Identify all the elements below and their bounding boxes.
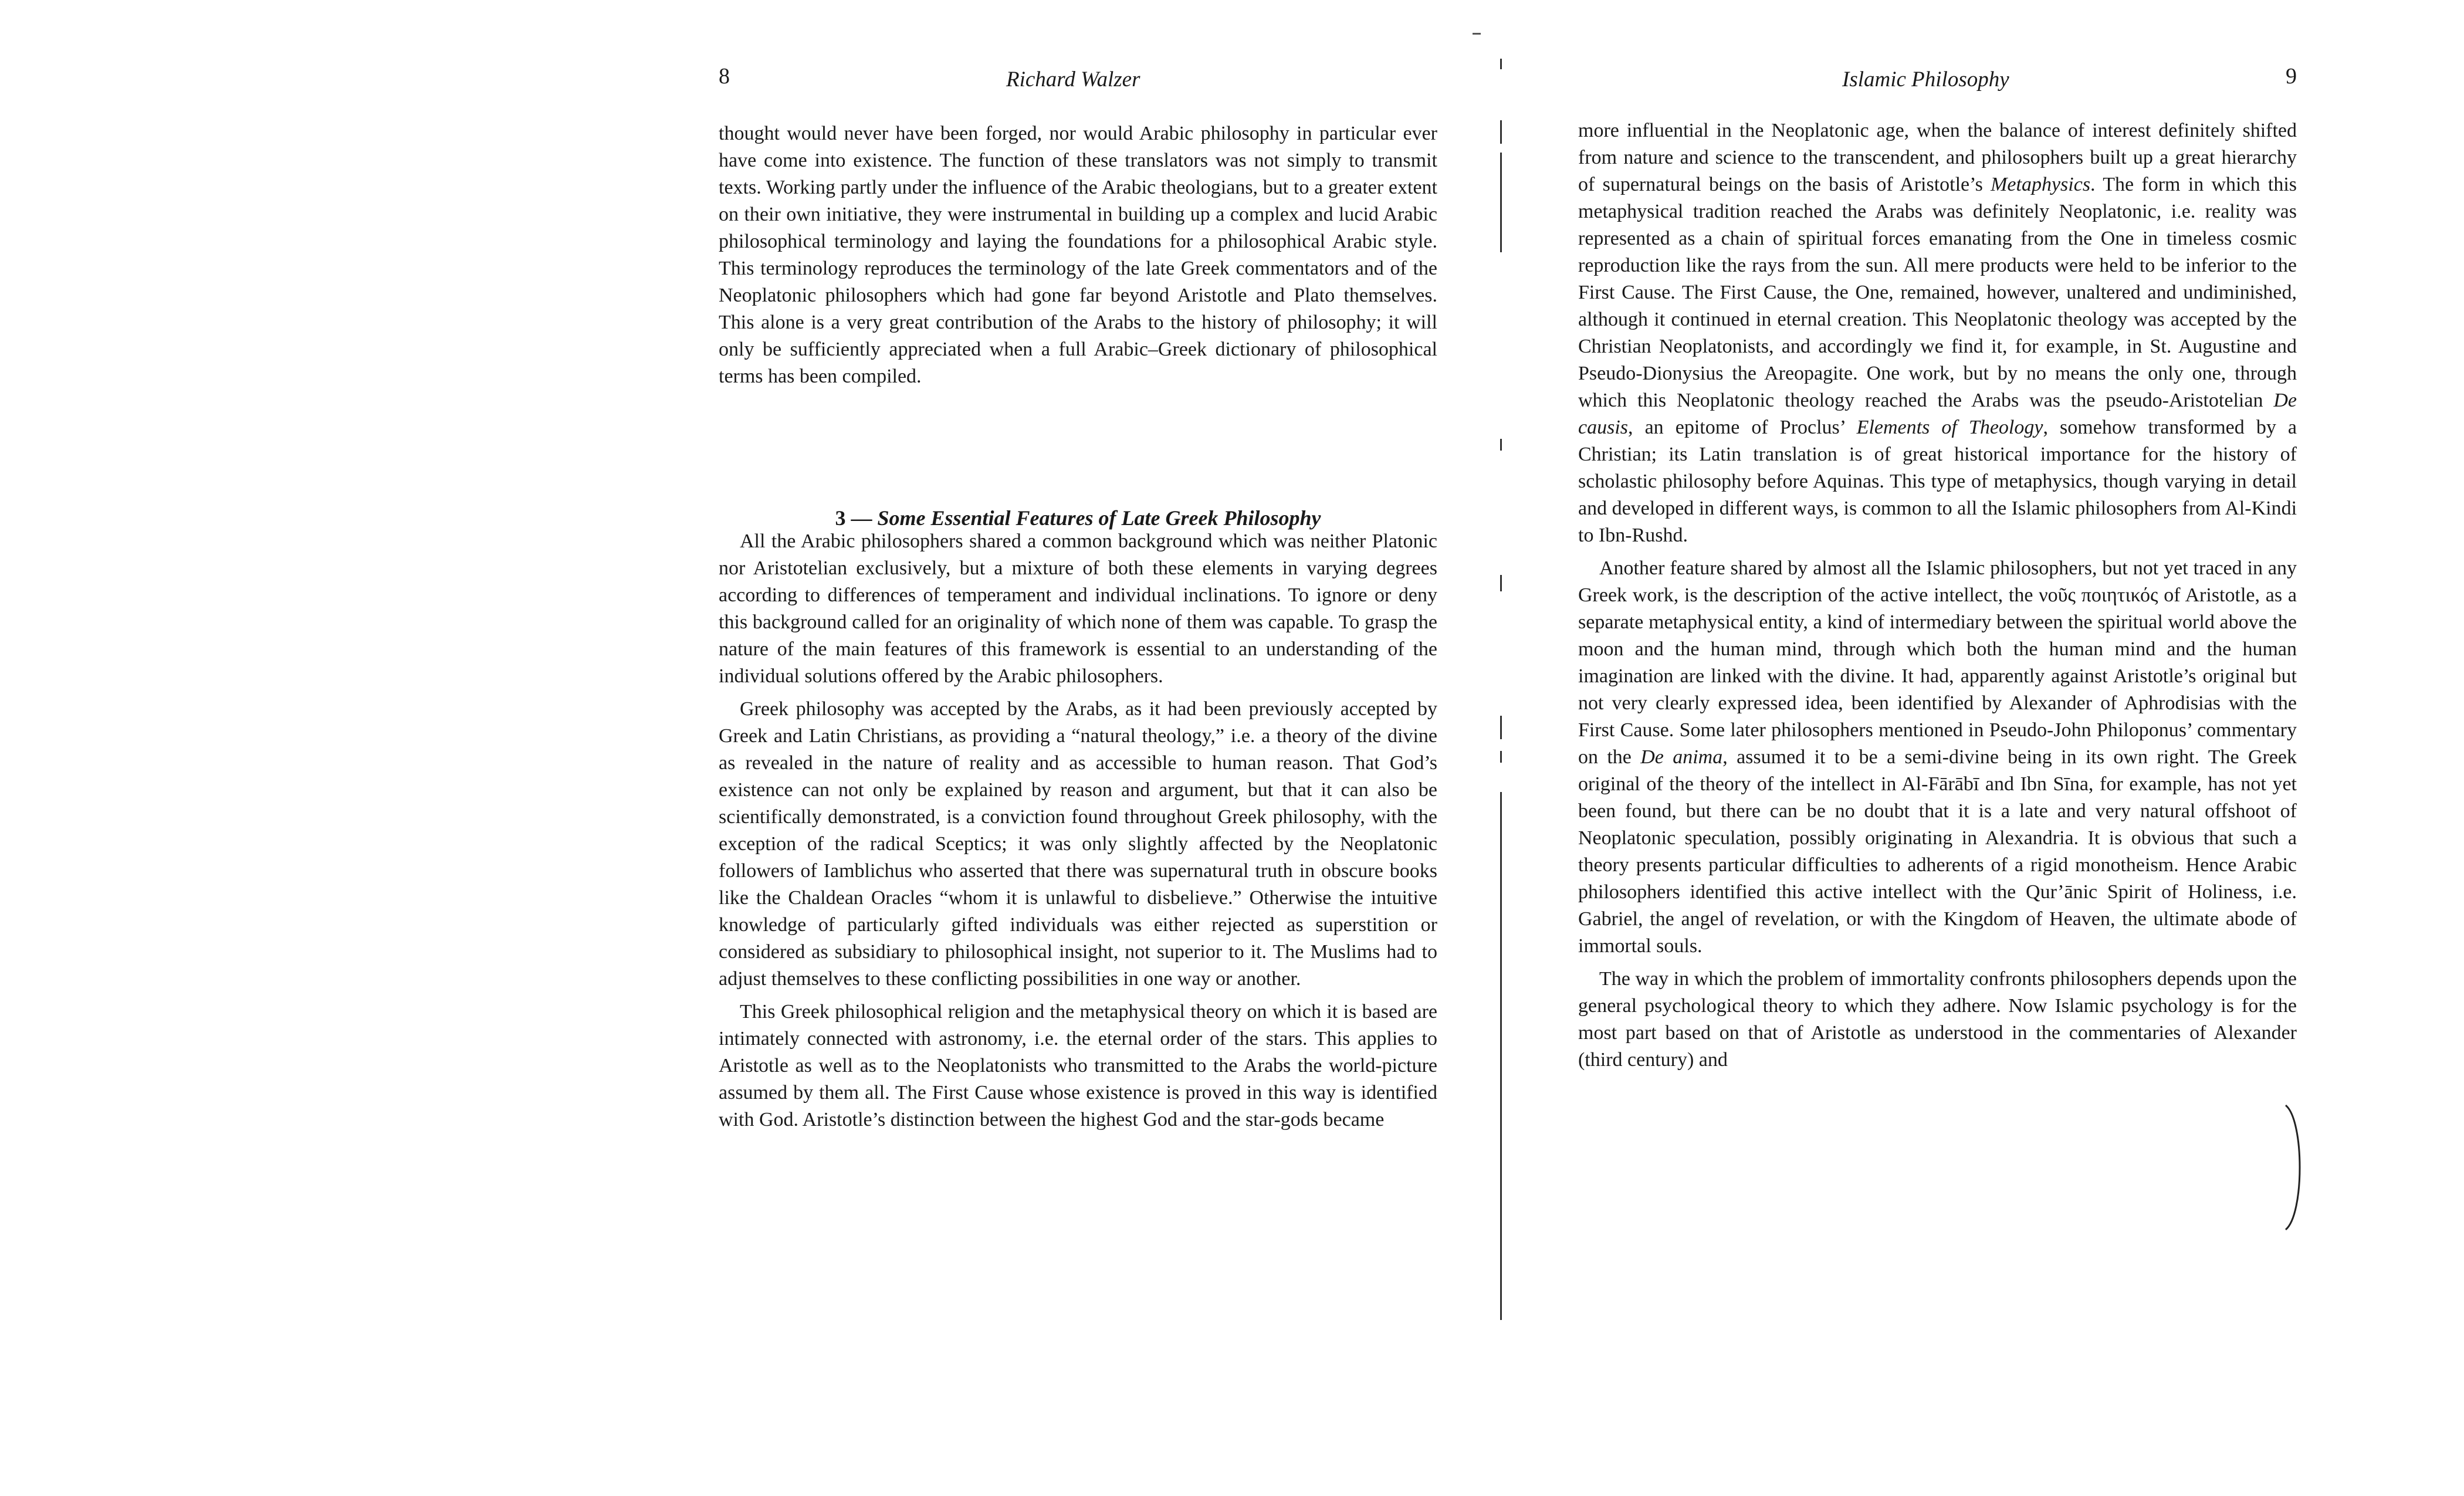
book-title: De causis: [1578, 390, 2297, 438]
right-running-head: [1578, 63, 2297, 99]
paragraph: [1578, 117, 2297, 549]
right-running-title: Islamic Philosophy: [1842, 67, 2009, 92]
paragraph: [1578, 555, 2297, 960]
margin-bracket-mark: [2283, 1103, 2307, 1232]
text-run: . The form in which this metaphysical tradition reached the Arabs was definitely Neoplatonic, i.e. reality was represented as a chain of spiritual forces emanating from the One in timeless cosmic reproduction like the rays from the sun. All mere products were held to be inferior to the First Cause. The First Cause, the One, remained, however, unaltered and undiminished, although it continued in eternal creation. This Neoplatonic theology was accepted by the Christian Neoplatonists, and accordingly we find it, for example, in St. Augustine and Pseudo-Dionysius the Areopagite. One work, but by no means the only one, through which this Neoplatonic theology reached the Arabs was the pseudo-Aristotelian: [1578, 174, 2297, 411]
text-run: more influential in the Neoplatonic age, when the balance of interest definitely shifted from nature and science to the transcendent, and philosophers built up a great hierarchy of supernatural beings on the basis of Aristotle’s: [1578, 120, 2297, 195]
paragraph: All the Arabic philosophers shared a common background which was neither Platonic nor Aristotelian exclusively, but a mixture of both these elements in varying degrees according to differences of temperament and individual inclinations. To ignore or deny this background called for an originality of which none of them was capable. To grasp the nature of the main features of this framework is essential to an understanding of the individual solutions offered by the Arabic philosophers.: [719, 530, 1437, 687]
right-page-number: 9: [2286, 64, 2297, 89]
left-section-text: [719, 528, 1437, 1139]
text-run: , an epitome of Proclus’: [1628, 417, 1857, 438]
book-title: De anima: [1640, 746, 1723, 768]
paragraph: This Greek philosophical religion and the metaphysical theory on which it is based are intimately connected with astronomy, i.e. the eternal order of the stars. This applies to Aristotle as well as to the Neoplatonists who transmitted to the Arabs the world-picture assumed by them all. The First Cause whose existence is proved in this way is identified with God. Aristotle’s distinction between the highest God and the star-gods became: [719, 1001, 1437, 1131]
paragraph: The way in which the problem of immortality confronts philosophers depends upon the general psychological theory to which they adhere. Now Islamic psychology is for the most part based on that of Aristotle as understood in the commentaries of Alexander (third century) and: [1578, 968, 2297, 1071]
text-run: , somehow transformed by a Christian; its Latin translation is of great historical importance for the history of scholastic philosophy before Aquinas. This type of metaphysics, though varying in detail and developed in different ways, is common to all the Islamic philosophers from Al-Kindi to Ibn-Rushd.: [1578, 417, 2297, 546]
scan-mark: [1473, 33, 1481, 35]
section-number: 3 —: [835, 506, 872, 530]
left-running-title: Richard Walzer: [1006, 67, 1140, 92]
book-title: Metaphysics: [1991, 174, 2091, 195]
paragraph: Greek philosophy was accepted by the Arabs, as it had been previously accepted by Greek and Latin Christians, as providing a “natural theology,” i.e. a theory of the divine as revealed in the nature of reality and as accessible to human reason. That God’s existence can not only be explained by reason and argument, but that it can also be scientifically demonstrated, is a conviction found throughout Greek philosophy, with the exception of the radical Sceptics; it was only slightly affected by the Neoplatonic followers of Iamblichus who asserted that there was supernatural truth in obscure books like the Chaldean Oracles “whom it is unlawful to disbelieve.” Otherwise the intuitive knowledge of particularly gifted individuals was either rejected as superstition or considered as subsidiary to philosophical insight, not superior to it. The Muslims had to adjust themselves to these conflicting possibilities in one way or another.: [719, 698, 1437, 990]
book-title: Elements of Theology: [1856, 417, 2043, 438]
left-page-number: 8: [719, 64, 730, 89]
paragraph: thought would never have been forged, nor would Arabic philosophy in particular ever have come into existence. The function of these translators was not simply to transmit texts. Working partly under the influence of the Arabic theologians, but to a greater extent on their own initiative, they were instrumental in building up a complex and lucid Arabic philosophical terminology and laying the foundations for a philosophical Arabic style. This terminology reproduces the terminology of the late Greek commentators and of the Neoplatonic philosophers which had gone far beyond Aristotle and Plato themselves. This alone is a very great contribution of the Arabs to the history of philosophy; it will only be sufficiently appreciated when a full Arabic–Greek dictionary of philosophical terms has been compiled.: [719, 123, 1437, 387]
left-running-head: [719, 63, 1437, 99]
section-heading: [719, 506, 1437, 530]
right-text: [1578, 117, 2297, 1079]
section-title: Some Essential Features of Late Greek Philosophy: [877, 506, 1321, 530]
text-run: Another feature shared by almost all the Islamic philosophers, but not yet traced in any Greek work, is the description of the active intellect, the νοῦς ποιητικός of Aristotle, as a separate metaphysical entity, a kind of intermediary between the spiritual world above the moon and the human mind, through which both the human mind and the human imagination are linked with the divine. It had, apparently against Aristotle’s original but not very clearly expressed idea, been identified by Alexander of Aphrodisias with the First Cause. Some later philosophers mentioned in Pseudo-John Philoponus’ commentary on the: [1578, 557, 2297, 768]
book-gutter: [1500, 59, 1504, 1291]
text-run: , assumed it to be a semi-divine being in its own right. The Greek original of the theory of the intellect in Al-Fārābī and Ibn Sīna, for example, has not yet been found, but there can be no doubt that it is a late and very natural offshoot of Neoplatonic speculation, possibly originating in Alexandria. It is obvious that such a theory presents particular difficulties to adherents of a rigid monotheism. Hence Arabic philosophers identified this active intellect with the Qur’ānic Spirit of Holiness, i.e. Gabriel, the angel of revelation, or with the Kingdom of Heaven, the ultimate abode of immortal souls.: [1578, 746, 2297, 957]
left-opening-text: [719, 120, 1437, 396]
